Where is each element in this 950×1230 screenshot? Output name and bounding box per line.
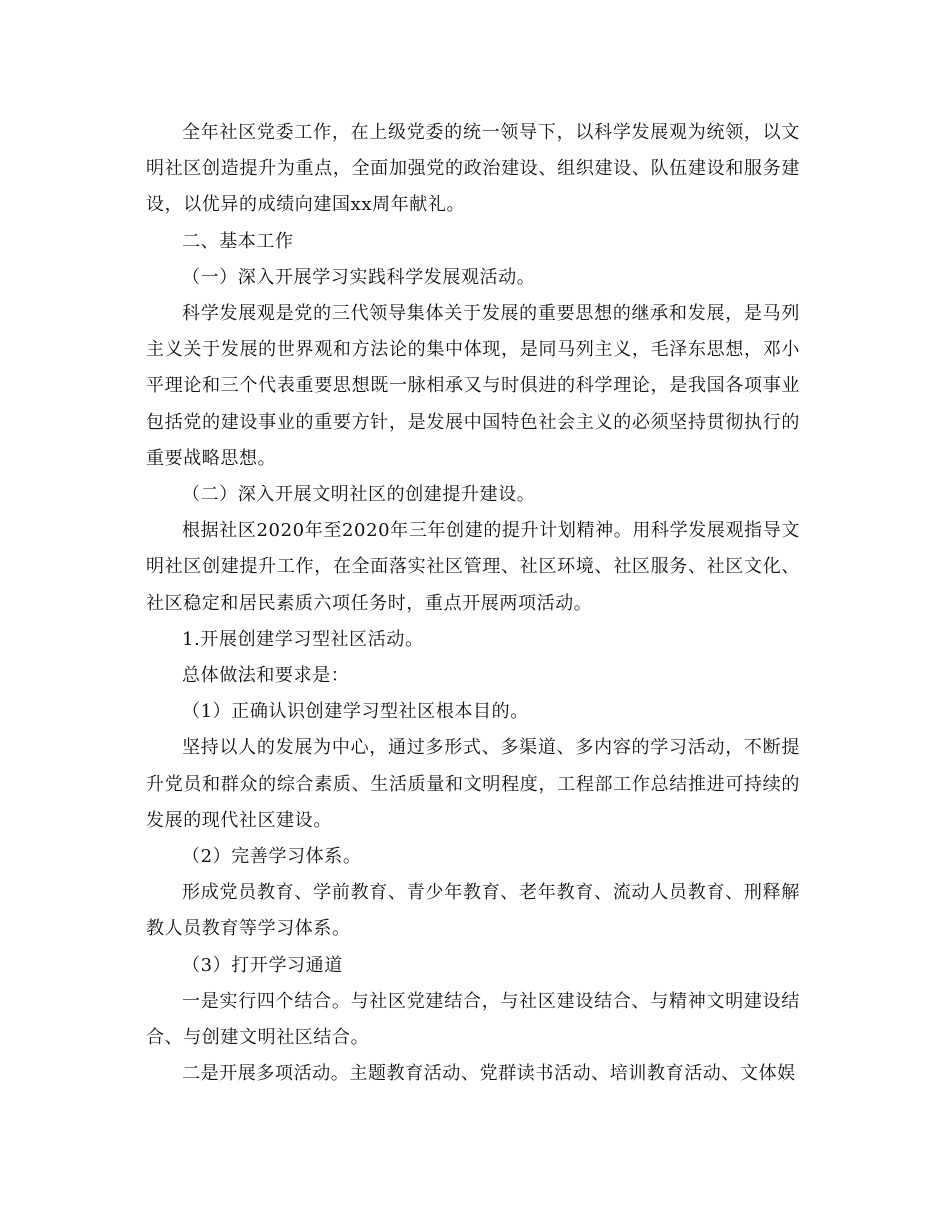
paragraph-intro: 全年社区党委工作，在上级党委的统一领导下，以科学发展观为统领，以文明社区创造提升为重点，全面加强党的政治建设、组织建设、队伍建设和服务建设，以优异的成绩向建国xx周年献礼。 [146,122,800,216]
paragraph-multiple-activities: 二是开展多项活动。主题教育活动、党群读书活动、培训教育活动、文体娱 [182,1063,796,1085]
document-body [146,115,800,1092]
item-heading-learning-community: 1.开展创建学习型社区活动。 [182,628,424,650]
item-heading-learning-system: （2）完善学习体系。 [182,846,362,868]
item-heading-learning-channel: （3）打开学习通道 [182,954,343,976]
paragraph-learning-system: 形成党员教育、学前教育、青少年教育、老年教育、流动人员教育、刑释解教人员教育等学习体系。 [146,882,800,940]
paragraph-requirements-label: 总体做法和要求是： [182,665,350,687]
item-heading-purpose: （1）正确认识创建学习型社区根本目的。 [182,701,529,723]
subsection-heading-1: （一）深入开展学习实践科学发展观活动。 [182,266,536,288]
paragraph-science-development: 科学发展观是党的三代领导集体关于发展的重要思想的继承和发展，是马列主义关于发展的世界观和方法论的集中体现，是同马列主义，毛泽东思想，邓小平理论和三个代表重要思想既一脉相承又与时俱进的科学理论，是我国各项事业包括党的建设事业的重要方针，是发展中国特色社会主义的必须坚持贯彻执行的重要战略思想。 [146,303,800,469]
paragraph-four-combinations: 一是实行四个结合。与社区党建结合，与社区建设结合、与精神文明建设结合、与创建文明社区结合。 [146,990,800,1049]
subsection-heading-2: （二）深入开展文明社区的创建提升建设。 [182,484,536,506]
paragraph-community-plan: 根据社区2020年至2020年三年创建的提升计划精神。用科学发展观指导文明社区创建提升工作，在全面落实社区管理、社区环境、社区服务、社区文化、社区稳定和居民素质六项任务时，重点开展两项活动。 [146,520,800,614]
paragraph-purpose: 坚持以人的发展为中心，通过多形式、多渠道、多内容的学习活动，不断提升党员和群众的综合素质、生活质量和文明程度，工程部工作总结推进可持续的发展的现代社区建设。 [146,737,800,831]
section-heading-basic-work: 二、基本工作 [182,230,294,252]
